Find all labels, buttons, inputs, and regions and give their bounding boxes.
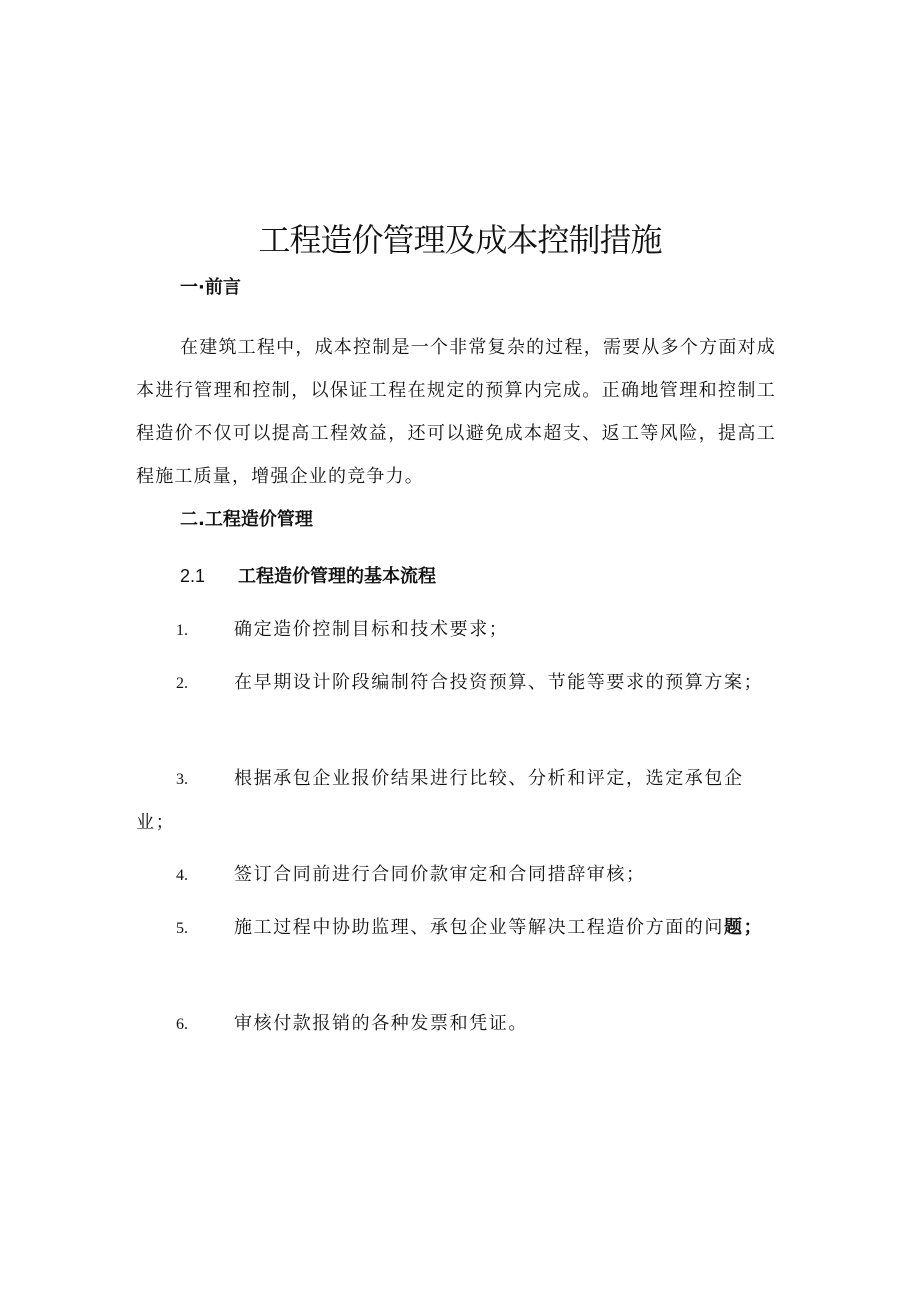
- list-item-text: 在早期设计阶段编制符合投资预算、节能等要求的预算方案；: [234, 672, 764, 693]
- list-item: [136, 661, 776, 705]
- list-item-text: 确定造价控制目标和技术要求；: [234, 619, 509, 640]
- list-item: [136, 757, 776, 844]
- list-item-text: 根据承包企业报价结果进行比较、分析和评定，选定承包企业；: [136, 768, 744, 833]
- subsection-heading: [180, 564, 580, 589]
- document-title: 工程造价管理及成本控制措施: [258, 221, 662, 259]
- preface-paragraph: 在建筑工程中，成本控制是一个非常复杂的过程，需要从多个方面对成本进行管理和控制，以保证工程在规定的预算内完成。正确地管理和控制工程造价不仅可以提高工程效益，还可以避免成本超支、返工等风险，提高工程施工质量，增强企业的竞争力。: [136, 337, 776, 487]
- list-item-number: 2.: [176, 675, 188, 692]
- list-item-number: 6.: [176, 1016, 188, 1033]
- list-item-number: 1.: [176, 622, 188, 639]
- section-heading-cost-management: 二.工程造价管理: [180, 509, 313, 530]
- section-heading-preface: 一·前言: [180, 277, 241, 298]
- list-item-number: 3.: [176, 771, 188, 788]
- subsection-title: 工程造价管理的基本流程: [238, 566, 436, 587]
- list-item-text-tail: 题；: [724, 917, 764, 938]
- list-item-number: 4.: [176, 867, 188, 884]
- list-item-text: 施工过程中协助监理、承包企业等解决工程造价方面的问: [234, 917, 724, 938]
- list-item: [136, 608, 776, 652]
- subsection-number: 2.1: [180, 566, 206, 586]
- list-item-text: 签订合同前进行合同价款审定和合同措辞审核；: [234, 864, 646, 885]
- list-item: [136, 853, 776, 897]
- list-item: [136, 1002, 776, 1046]
- list-item: [136, 906, 776, 950]
- list-item-text: 审核付款报销的各种发票和凭证。: [234, 1013, 528, 1034]
- list-item-number: 5.: [176, 920, 188, 937]
